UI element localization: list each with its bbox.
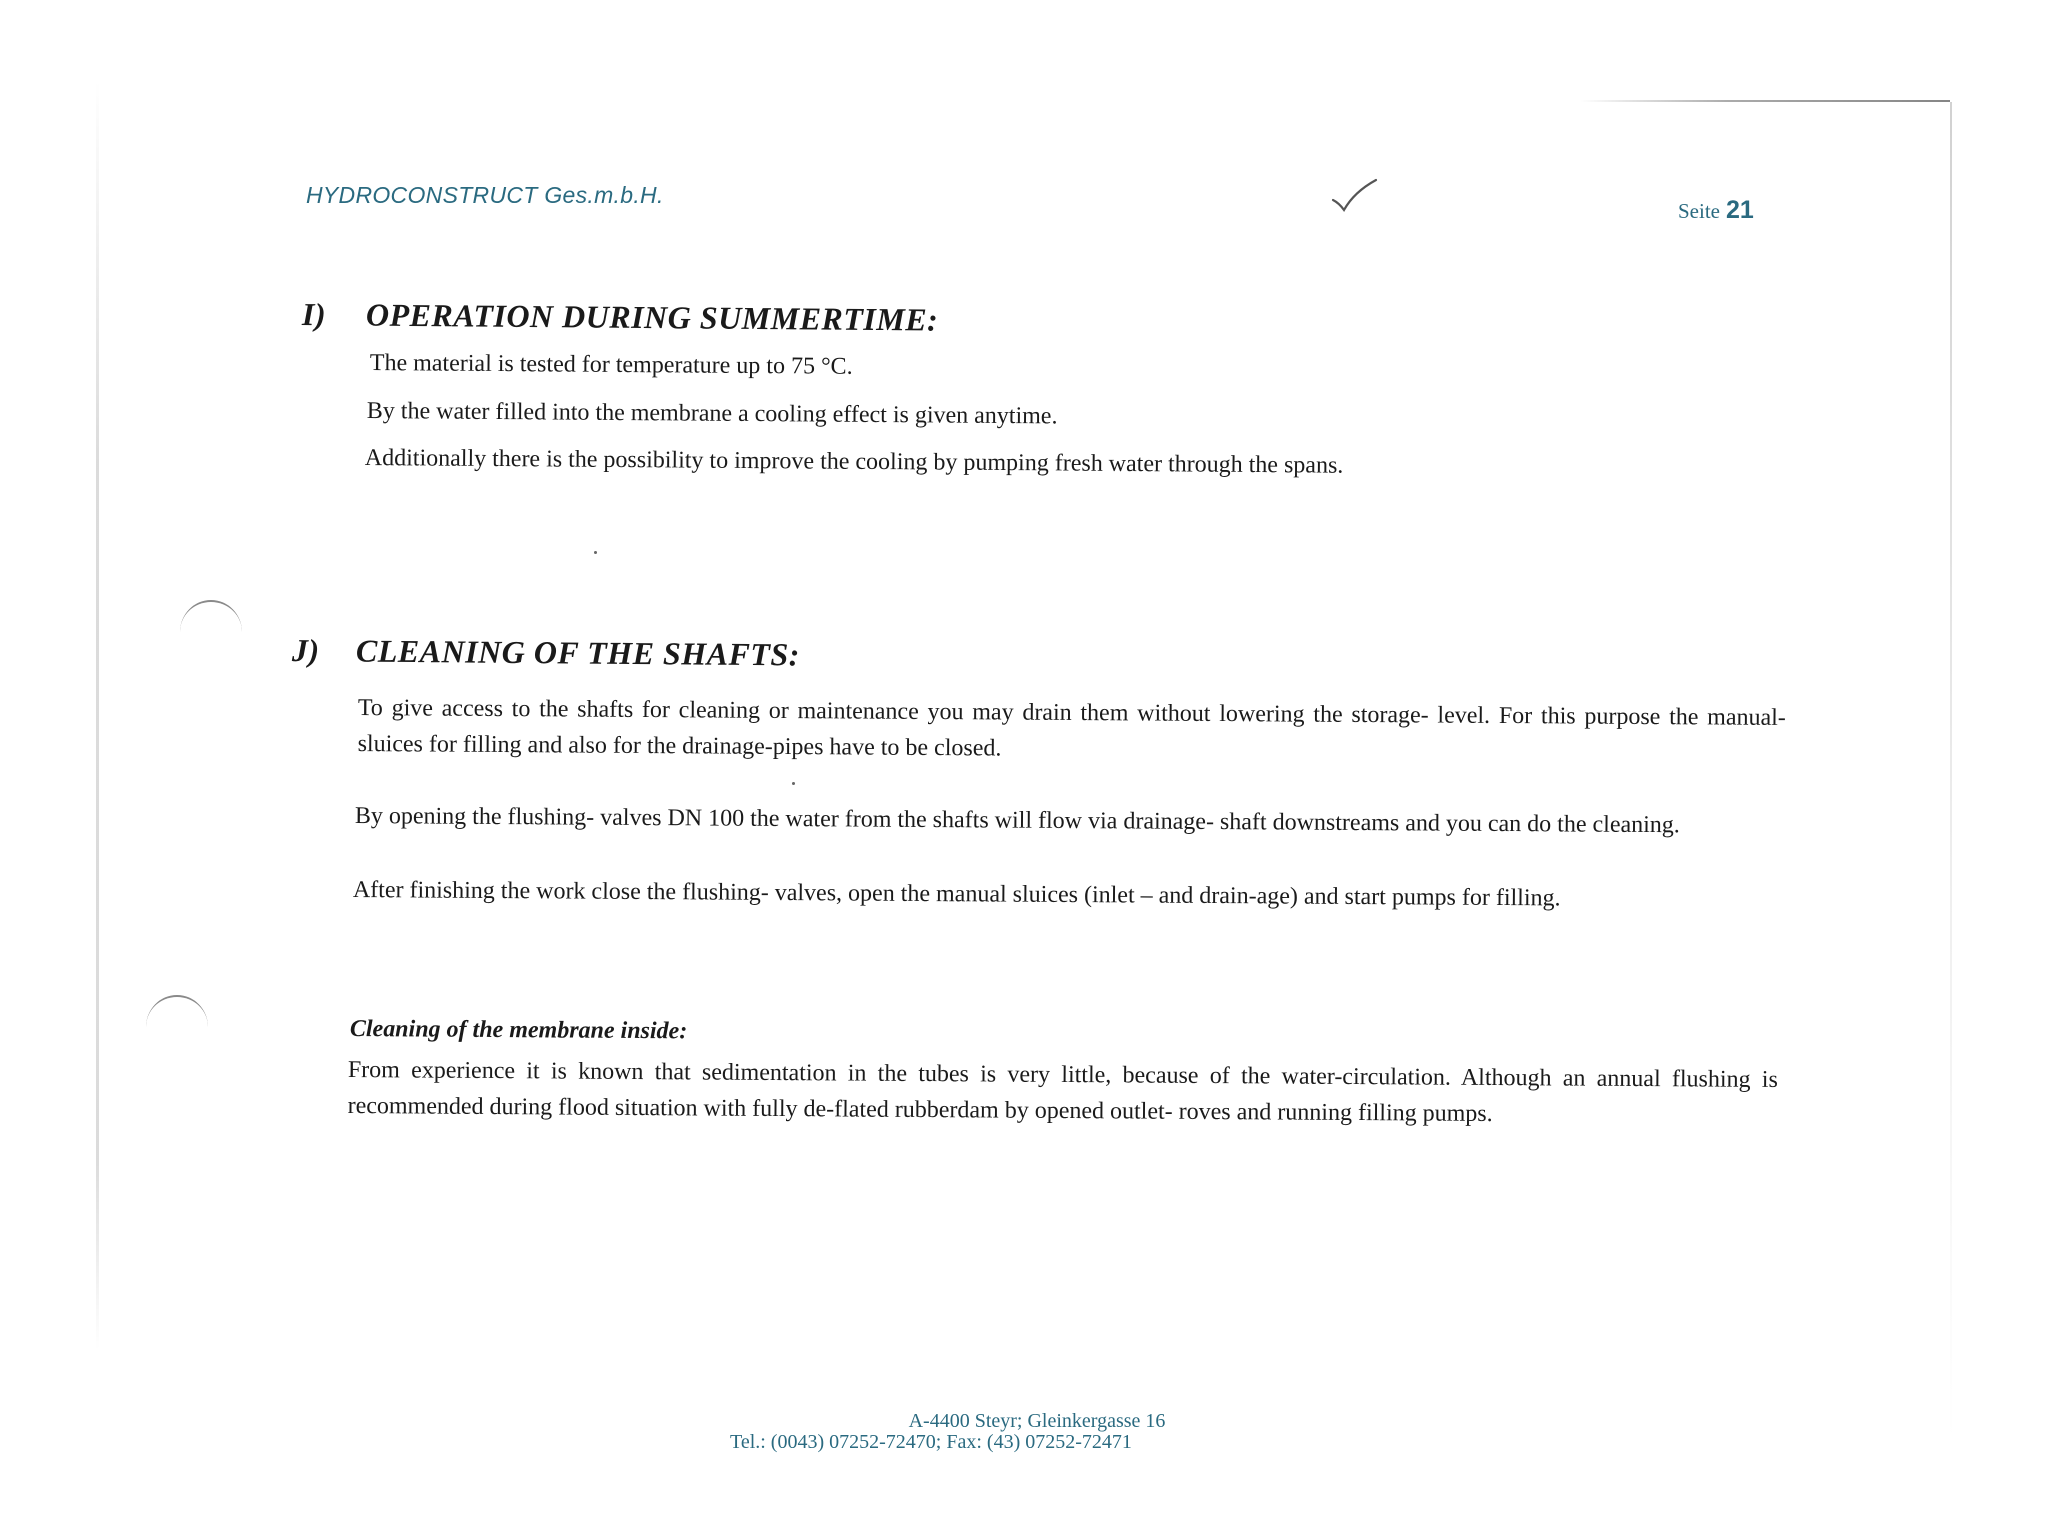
scan-speck <box>792 782 795 785</box>
section-heading-i <box>302 296 939 339</box>
page-label: Seite <box>1678 199 1720 223</box>
punch-hole-mark <box>180 600 242 632</box>
page-number-value: 21 <box>1726 196 1754 224</box>
subheading: Cleaning of the membrane inside: <box>349 1016 688 1045</box>
paragraph: Additionally there is the possibility to improve the cooling by pumping fresh water through the spans. <box>364 444 1344 479</box>
scan-edge-left <box>96 80 99 1350</box>
footer-telephone-clipped <box>720 1431 1320 1453</box>
punch-hole-mark <box>146 995 208 1027</box>
paragraph: To give access to the shafts for cleaning or maintenance you may drain them without lowering the storage- level. For this purpose the manual- sluices for filling and also for the drainage-pipes have to be closed. <box>357 694 1786 762</box>
company-name: HYDROCONSTRUCT Ges.m.b.H. <box>306 182 664 208</box>
footer-address-text: A-4400 Steyr; Gleinkergasse 16 <box>908 1410 1166 1432</box>
paragraph: The material is tested for temperature up to 75 °C. <box>369 349 853 380</box>
scan-edge-top <box>1580 100 1950 102</box>
scan-edge-right <box>1950 102 1952 1442</box>
paragraph: From experience it is known that sedimentation in the tubes is very little, because of the water-circulation. Although an annual flushing is recommended during flood situation with fully de-flated rubberdam by opened outlet- roves and running filling pumps. <box>347 1056 1778 1127</box>
section-title: CLEANING OF THE SHAFTS: <box>355 632 801 673</box>
paragraph: By opening the flushing- valves DN 100 the water from the shafts will flow via drainage- shaft downstreams and you can do the cleaning. <box>354 802 1680 839</box>
footer-telephone: Tel.: (0043) 07252-72470; Fax: (43) 07252-72471 <box>730 1431 1132 1453</box>
scan-speck <box>594 551 597 554</box>
page-number <box>1678 196 1754 225</box>
section-title: OPERATION DURING SUMMERTIME: <box>365 296 939 338</box>
paragraph: After finishing the work close the flushing- valves, open the manual sluices (inlet – and drain-age) and start pumps for filling. <box>352 876 1561 912</box>
paragraph: By the water filled into the membrane a cooling effect is given anytime. <box>366 397 1058 430</box>
section-letter: J) <box>291 632 320 669</box>
section-heading-j <box>292 632 800 673</box>
footer-address <box>0 1410 2048 1433</box>
section-letter: I) <box>301 296 327 333</box>
handwritten-checkmark-icon <box>1330 178 1380 216</box>
